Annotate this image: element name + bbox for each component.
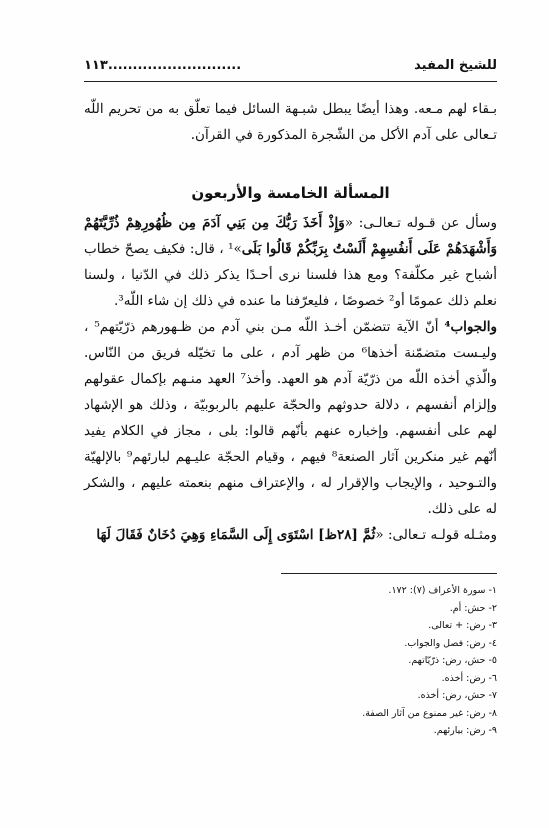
footnotes (197, 582, 497, 740)
footnote: ٩- رض: بيارئهم. (433, 725, 497, 736)
body-text (84, 96, 497, 548)
paragraph-2-rest: »¹ ، قال: فكيف يصحّ خطاب أشباح غير مكلّفة؟ ومع هذا فلسنا نرى أحـدًا يذكر ذلك في الدّنيا ، ولسنا نعلم ذلك عمومًا أو² خصوصًا ، فليعرّفنا ما عنده في ذلك إن شاء اللّه³. (84, 241, 497, 309)
header-rule (84, 81, 497, 82)
paragraph-2 (84, 210, 497, 314)
quran-verse-2: ثُمَّ [٢٨ظ] اسْتَوَى إِلَى السَّمَاءِ وَهِيَ دُخَانٌ فَقَالَ لَهَا (96, 527, 376, 543)
page-number: ١١٣........................... (84, 58, 242, 73)
paragraph-4 (84, 522, 497, 548)
paragraph-1: بـقاء لهم مـعه. وهذا أيضًا يبطل شبـهة السائل فيما تعلّق به من تحريم اللّه تـعالى على آدم الأكل من الشّجرة المذكورة في القرآن. (84, 101, 497, 143)
footnote: ٧- حش، رض: أخذه. (417, 690, 497, 701)
footnote: ٦- رض: أخذه. (441, 672, 497, 684)
footnote: ٨- رض: غير ممنوع من آثار الصفة. (362, 707, 497, 719)
paragraph-2-intro: وسأل عن قـوله تـعالـى: « (344, 215, 497, 231)
footnote: ١- سورة الأعراف (٧): ١٧٢. (388, 585, 497, 596)
page-header (84, 54, 497, 78)
paragraph-3 (84, 314, 497, 522)
footnote: ٤- رض: فصل والجواب. (404, 637, 497, 649)
footnote-rule (281, 573, 497, 574)
answer-lead: والجواب⁴ (444, 319, 497, 335)
paragraph-4-intro: ومثـله قولـه تـعالى: « (375, 527, 497, 543)
footnote: ٣- رض: + تعالى. (428, 620, 497, 631)
section-title: المسألة الخامسة والأربعون (191, 184, 390, 202)
footnote: ٢- حش: أم. (449, 602, 497, 614)
quran-verse-1: وَإِذْ أَخَذَ رَبُّكَ مِن بَنِي آدَمَ مِن ظُهُورِهِمْ ذُرِّيَّتَهُمْ وَأَشْهَدَهُمْ عَلَى أَنفُسِهِمْ أَلَسْتُ بِرَبِّكُمْ قَالُوا بَلَى (84, 215, 497, 257)
paragraph-3-rest: أنّ الآية تتضمّن أخـذ اللّه مـن بني آدم من ظـهورهم ذرّيّتهم⁵ ، وليـست متضمّنة أخذها⁶ من ظهر آدم ، على ما تخيّله فريق من النّاس. والّذي أخذه اللّه من ذرّيّة آدم هو العهد. وأخذ⁷ العهد منـهم بإكمال عقولهم وإلزام أنفسهم ، دلالة حدوثهم والحجّة عليهم بالربوبيّة ، وذلك هو الإشهاد لهم على أنفسهم. وإخباره عنهم بأنّهم قالوا: بلى ، مجاز في الكلام يفيد أنّهم غير منكرين آثار الصنعة⁸ فيهم ، وقيام الحجّة عليـهم لبارئهم⁹ بالإلهيّة والتـوحيد ، والإيجاب والإقرار له ، والإعتراف منهم بنعمته عليهم ، والشكر له على ذلك. (84, 319, 497, 517)
footnote: ٥- حش، رض: ذرّيّاتهم. (408, 655, 497, 666)
running-title: للشيخ المفيد (414, 58, 497, 73)
